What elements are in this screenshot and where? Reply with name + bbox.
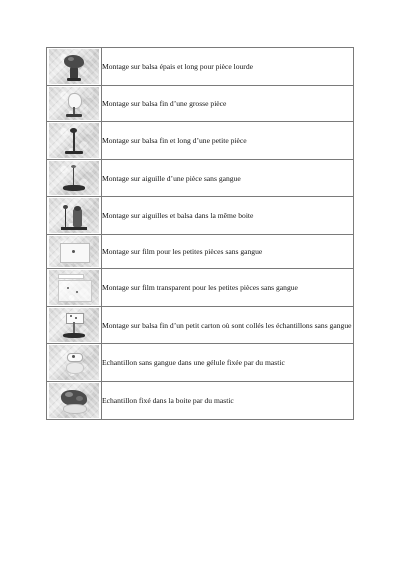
thumbnail-cell bbox=[47, 382, 102, 420]
table-row bbox=[47, 160, 354, 197]
table-row bbox=[47, 269, 354, 307]
table-row bbox=[47, 197, 354, 235]
thumbnail-cell bbox=[47, 344, 102, 382]
description-cell: Montage sur balsa épais et long pour pièce lourde bbox=[102, 48, 354, 86]
thumbnail-cell bbox=[47, 86, 102, 122]
description-cell: Montage sur film pour les petites pièces sans gangue bbox=[102, 235, 354, 269]
table-row bbox=[47, 307, 354, 344]
thumbnail-cell bbox=[47, 160, 102, 197]
table-row bbox=[47, 122, 354, 160]
specimen-photo bbox=[49, 123, 99, 158]
specimen-photo bbox=[49, 198, 99, 233]
description-cell: Echantillon fixé dans la boite par du mastic bbox=[102, 382, 354, 420]
specimen-photo bbox=[49, 161, 99, 195]
table-row bbox=[47, 86, 354, 122]
thumbnail-cell bbox=[47, 269, 102, 307]
specimen-mounting-table bbox=[46, 47, 354, 420]
table-row bbox=[47, 235, 354, 269]
specimen-photo bbox=[49, 49, 99, 84]
table-row bbox=[47, 48, 354, 86]
description-cell: Montage sur balsa fin et long d’une petite pièce bbox=[102, 122, 354, 160]
table-row bbox=[47, 382, 354, 420]
table-row bbox=[47, 344, 354, 382]
specimen-photo bbox=[49, 270, 99, 305]
specimen-photo bbox=[49, 87, 99, 120]
thumbnail-cell bbox=[47, 235, 102, 269]
description-cell: Montage sur balsa fin d’une grosse pièce bbox=[102, 86, 354, 122]
description-cell: Montage sur film transparent pour les petites pièces sans gangue bbox=[102, 269, 354, 307]
thumbnail-cell bbox=[47, 307, 102, 344]
description-cell: Montage sur aiguilles et balsa dans la même boite bbox=[102, 197, 354, 235]
specimen-photo bbox=[49, 308, 99, 342]
specimen-photo bbox=[49, 236, 99, 267]
description-cell: Montage sur balsa fin d’un petit carton où sont collés les échantillons sans gangue bbox=[102, 307, 354, 344]
description-cell: Echantillon sans gangue dans une gélule fixée par du mastic bbox=[102, 344, 354, 382]
description-cell: Montage sur aiguille d’une pièce sans gangue bbox=[102, 160, 354, 197]
specimen-photo bbox=[49, 345, 99, 380]
thumbnail-cell bbox=[47, 122, 102, 160]
thumbnail-cell bbox=[47, 197, 102, 235]
thumbnail-cell bbox=[47, 48, 102, 86]
specimen-photo bbox=[49, 383, 99, 418]
